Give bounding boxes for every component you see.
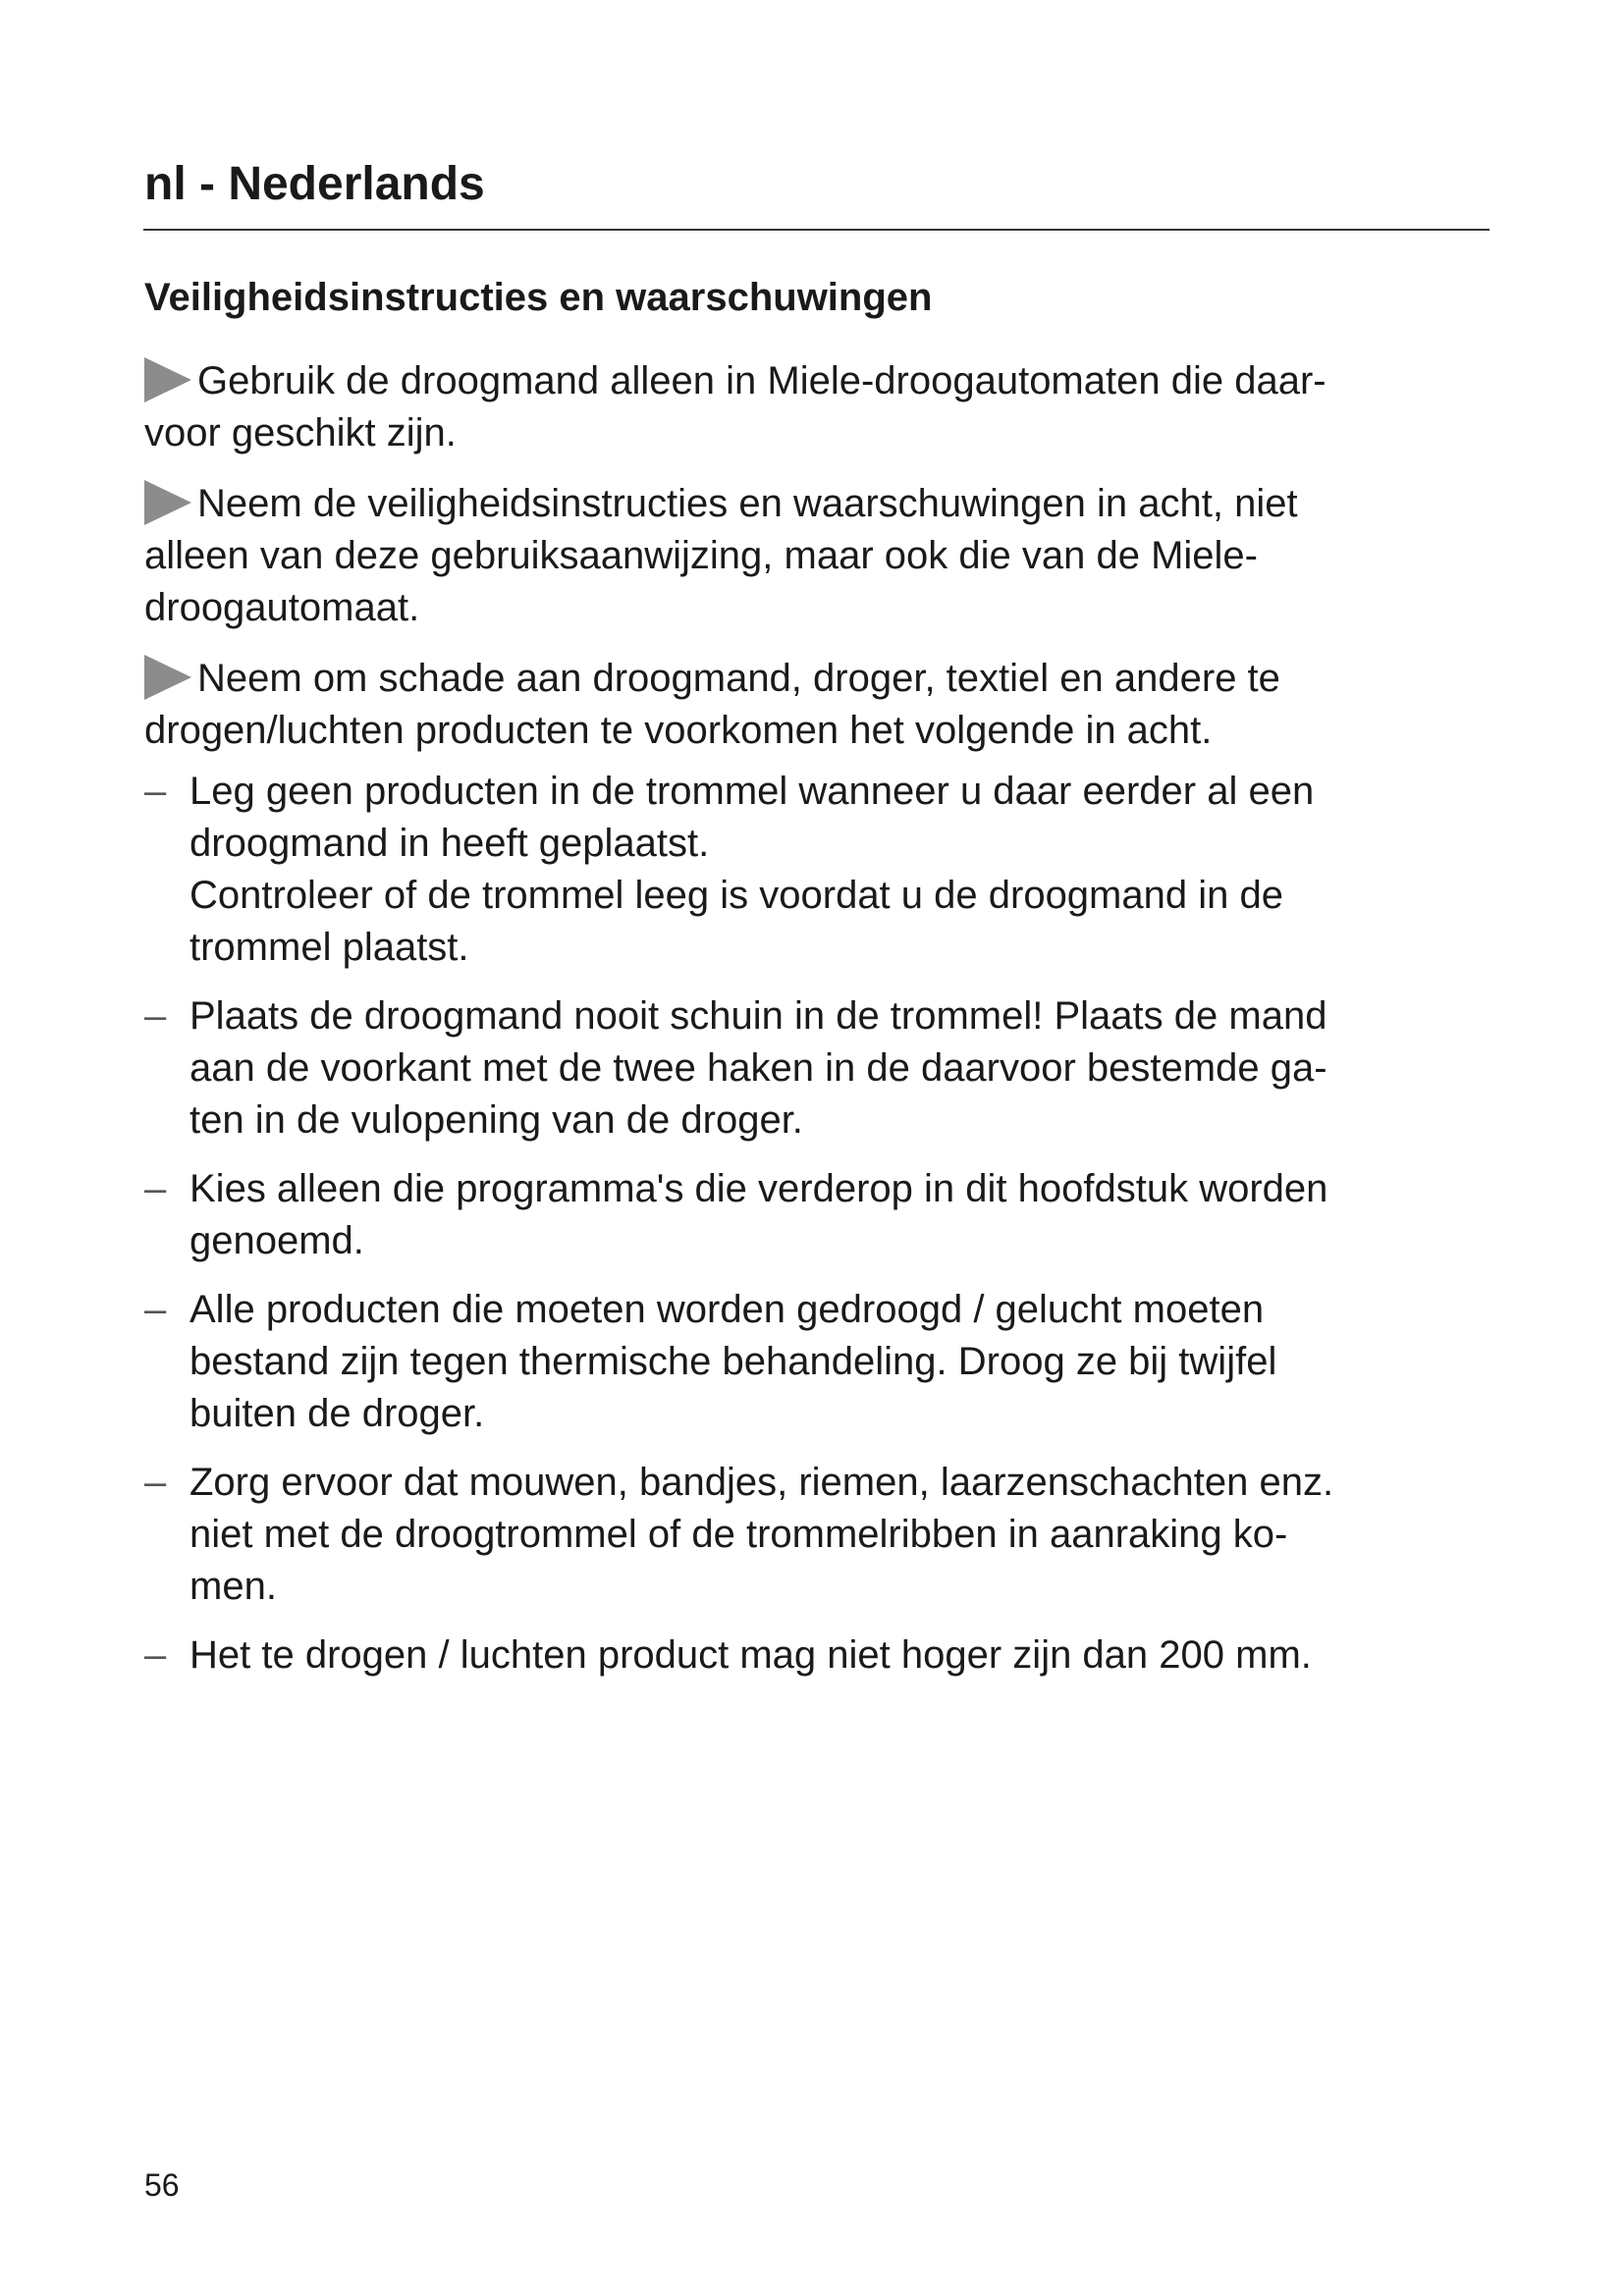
dash-marker: – [144,1288,167,1331]
instruction-line: drogen/luchten producten te voorkomen het volgende in acht. [144,709,1213,752]
instruction-paragraph-1 [144,355,1489,459]
list-item-line: droogmand in heeft geplaatst. [189,822,710,865]
list-item-line: men. [189,1565,277,1608]
instruction-line: voor geschikt zijn. [144,411,457,454]
list-item-line: bestand zijn tegen thermische behandeling. Droog ze bij twijfel [189,1340,1277,1383]
triangle-arrow-icon [144,480,191,525]
list-item [144,1457,1489,1613]
dash-marker: – [144,770,167,813]
title-divider [143,229,1489,231]
dash-marker: – [144,994,167,1038]
list-item-line: niet met de droogtrommel of de trommelribben in aanraking ko- [189,1513,1288,1556]
list-item-line: Het te drogen / luchten product mag niet hoger zijn dan 200 mm. [189,1633,1312,1677]
instruction-line: droogautomaat. [144,586,420,629]
triangle-arrow-icon [144,655,191,700]
list-item-line: buiten de droger. [189,1392,485,1435]
list-item-line: Kies alleen die programma's die verderop in dit hoofdstuk worden [189,1167,1328,1210]
list-item-line: genoemd. [189,1219,364,1262]
list-item-line: Zorg ervoor dat mouwen, bandjes, riemen, laarzenschachten enz. [189,1461,1334,1504]
list-item-line: Controleer of de trommel leeg is voordat u de droogmand in de [189,874,1283,917]
precaution-list [144,766,1489,1682]
list-item [144,990,1489,1147]
list-item [144,1163,1489,1267]
instruction-line: Neem de veiligheidsinstructies en waarschuwingen in acht, niet [197,482,1298,525]
list-item-line: trommel plaatst. [189,926,469,969]
instruction-line: alleen van deze gebruiksaanwijzing, maar ook die van de Miele- [144,534,1258,577]
list-item-line: Alle producten die moeten worden gedroogd / gelucht moeten [189,1288,1265,1331]
document-body [144,355,1489,1698]
instruction-line: Gebruik de droogmand alleen in Miele-droogautomaten die daar- [197,359,1326,402]
dash-marker: – [144,1633,167,1677]
dash-marker: – [144,1167,167,1210]
list-item [144,1629,1489,1682]
instruction-paragraph-2 [144,478,1489,634]
list-item-line: Leg geen producten in de trommel wanneer u daar eerder al een [189,770,1315,813]
list-item [144,1284,1489,1440]
dash-marker: – [144,1461,167,1504]
list-item [144,766,1489,974]
list-item-line: ten in de vulopening van de droger. [189,1098,803,1142]
triangle-arrow-icon [144,357,191,402]
page-number: 56 [144,2167,180,2203]
list-item-line: Plaats de droogmand nooit schuin in de trommel! Plaats de mand [189,994,1327,1038]
section-heading: Veiligheidsinstructies en waarschuwingen [144,276,933,319]
page-title: nl - Nederlands [144,158,485,210]
instruction-paragraph-3 [144,653,1489,757]
instruction-line: Neem om schade aan droogmand, droger, textiel en andere te [197,657,1280,700]
list-item-line: aan de voorkant met de twee haken in de daarvoor bestemde ga- [189,1046,1327,1090]
